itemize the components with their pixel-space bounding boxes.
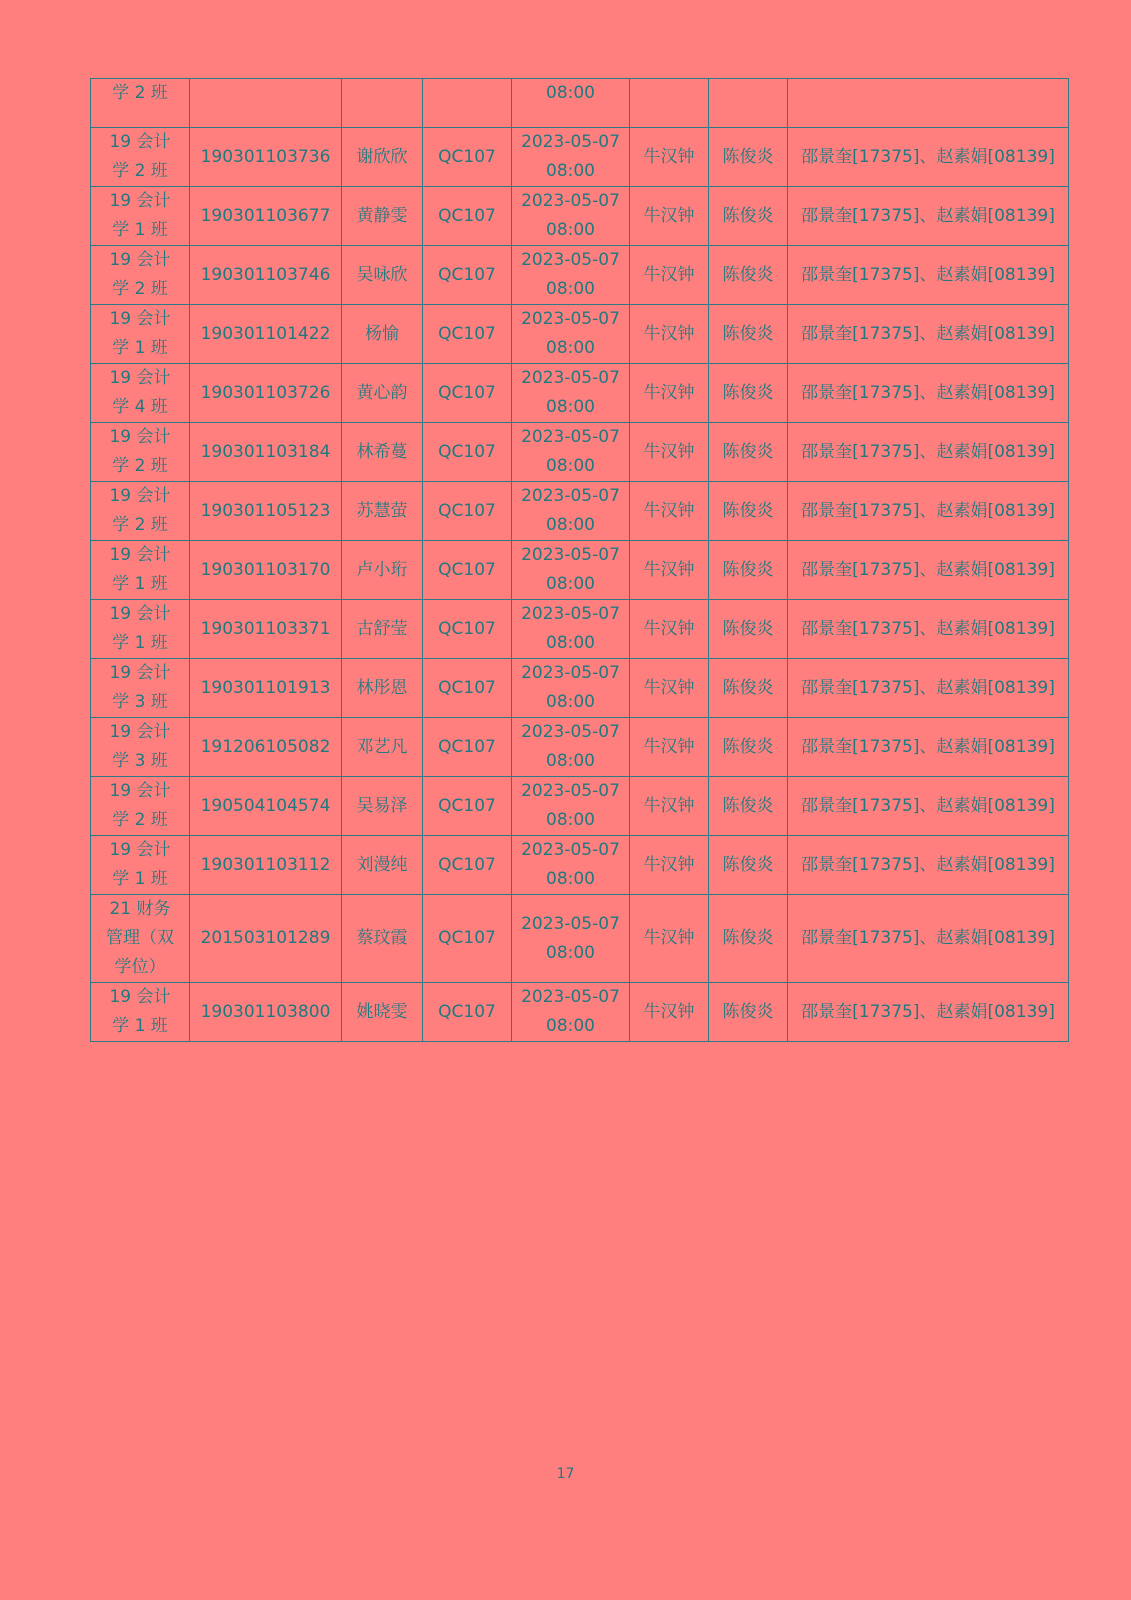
room-cell: QC107	[423, 718, 512, 777]
teacher-cell: 牛汉钟	[630, 983, 709, 1042]
class-line: 学 2 班	[112, 515, 168, 535]
exam-time-cell	[512, 423, 630, 482]
exam-time-text: 08:00	[546, 692, 595, 712]
chief-invigilator-cell	[709, 79, 788, 128]
student-id-cell: 190301103184	[190, 423, 342, 482]
class-cell	[91, 718, 190, 777]
class-line: 19 会计	[109, 722, 171, 742]
table-row	[91, 305, 1069, 364]
class-line: 学 4 班	[112, 397, 168, 417]
class-cell	[91, 836, 190, 895]
class-line: 19 会计	[109, 840, 171, 860]
table-row	[91, 836, 1069, 895]
teacher-cell: 牛汉钟	[630, 541, 709, 600]
class-line: 19 会计	[109, 781, 171, 801]
exam-time-cell	[512, 541, 630, 600]
exam-time-text: 08:00	[546, 633, 595, 653]
student-id-cell: 190301101422	[190, 305, 342, 364]
exam-date-text: 2023-05-07	[521, 132, 620, 152]
table-row	[91, 718, 1069, 777]
chief-invigilator-cell: 陈俊炎	[709, 895, 788, 983]
class-line: 19 会计	[109, 427, 171, 447]
class-line: 19 会计	[109, 987, 171, 1007]
invigilators-cell: 邵景奎[17375]、赵素娟[08139]	[788, 600, 1069, 659]
exam-time-text: 08:00	[546, 1016, 595, 1036]
class-line: 21 财务	[109, 899, 171, 919]
exam-time-text: 08:00	[546, 161, 595, 181]
name-cell: 吴咏欣	[342, 246, 423, 305]
room-cell: QC107	[423, 482, 512, 541]
class-line: 学 2 班	[112, 279, 168, 299]
table-row	[91, 659, 1069, 718]
name-cell: 谢欣欣	[342, 128, 423, 187]
class-cell	[91, 423, 190, 482]
chief-invigilator-cell: 陈俊炎	[709, 983, 788, 1042]
teacher-cell: 牛汉钟	[630, 128, 709, 187]
exam-time-text: 08:00	[546, 397, 595, 417]
teacher-cell: 牛汉钟	[630, 659, 709, 718]
class-text: 学 2 班	[112, 83, 168, 103]
teacher-cell	[630, 79, 709, 128]
name-cell: 蔡玟霞	[342, 895, 423, 983]
student-id-cell: 190301103677	[190, 187, 342, 246]
exam-time-text: 08:00	[546, 810, 595, 830]
invigilators-cell: 邵景奎[17375]、赵素娟[08139]	[788, 305, 1069, 364]
chief-invigilator-cell: 陈俊炎	[709, 187, 788, 246]
teacher-cell: 牛汉钟	[630, 718, 709, 777]
teacher-cell: 牛汉钟	[630, 895, 709, 983]
name-cell: 刘漫纯	[342, 836, 423, 895]
chief-invigilator-cell: 陈俊炎	[709, 305, 788, 364]
exam-time-cell	[512, 836, 630, 895]
student-id-cell: 190301103170	[190, 541, 342, 600]
table-row	[91, 187, 1069, 246]
class-cell	[91, 187, 190, 246]
teacher-cell: 牛汉钟	[630, 600, 709, 659]
teacher-cell: 牛汉钟	[630, 777, 709, 836]
page-number: 17	[556, 1466, 575, 1482]
name-cell	[342, 79, 423, 128]
name-cell: 林希蔓	[342, 423, 423, 482]
class-cell	[91, 305, 190, 364]
class-line: 学 1 班	[112, 338, 168, 358]
class-line: 学 1 班	[112, 574, 168, 594]
exam-time-text: 08:00	[546, 338, 595, 358]
student-id-cell: 191206105082	[190, 718, 342, 777]
class-cell	[91, 983, 190, 1042]
room-cell: QC107	[423, 305, 512, 364]
invigilators-cell: 邵景奎[17375]、赵素娟[08139]	[788, 836, 1069, 895]
chief-invigilator-cell: 陈俊炎	[709, 836, 788, 895]
class-line: 学 2 班	[112, 810, 168, 830]
table-row	[91, 541, 1069, 600]
class-line: 19 会计	[109, 191, 171, 211]
table-row	[91, 128, 1069, 187]
class-line: 学位）	[114, 957, 166, 977]
teacher-cell: 牛汉钟	[630, 305, 709, 364]
student-id-cell: 190301103112	[190, 836, 342, 895]
exam-date-text: 2023-05-07	[521, 250, 620, 270]
class-cell	[91, 600, 190, 659]
room-cell: QC107	[423, 983, 512, 1042]
exam-time-text: 08:00	[546, 220, 595, 240]
exam-date-text: 2023-05-07	[521, 545, 620, 565]
room-cell	[423, 79, 512, 128]
exam-time-text: 08:00	[546, 869, 595, 889]
table-row	[91, 983, 1069, 1042]
exam-time-cell	[512, 482, 630, 541]
student-id-cell: 190301105123	[190, 482, 342, 541]
invigilators-cell: 邵景奎[17375]、赵素娟[08139]	[788, 983, 1069, 1042]
class-line: 学 1 班	[112, 1016, 168, 1036]
room-cell: QC107	[423, 777, 512, 836]
room-cell: QC107	[423, 187, 512, 246]
exam-time-cell	[512, 305, 630, 364]
name-cell: 黄心韵	[342, 364, 423, 423]
class-cell	[91, 128, 190, 187]
exam-time-cell	[512, 983, 630, 1042]
class-line: 学 3 班	[112, 692, 168, 712]
class-line: 19 会计	[109, 132, 171, 152]
chief-invigilator-cell: 陈俊炎	[709, 541, 788, 600]
student-id-cell: 190301103736	[190, 128, 342, 187]
room-cell: QC107	[423, 836, 512, 895]
class-cell	[91, 246, 190, 305]
chief-invigilator-cell: 陈俊炎	[709, 423, 788, 482]
exam-date-text: 2023-05-07	[521, 191, 620, 211]
room-cell: QC107	[423, 246, 512, 305]
table-row	[91, 600, 1069, 659]
invigilators-cell: 邵景奎[17375]、赵素娟[08139]	[788, 718, 1069, 777]
teacher-cell: 牛汉钟	[630, 246, 709, 305]
class-line: 19 会计	[109, 486, 171, 506]
exam-date-text: 2023-05-07	[521, 486, 620, 506]
class-cell	[91, 659, 190, 718]
class-cell	[91, 364, 190, 423]
exam-date-text: 2023-05-07	[521, 663, 620, 683]
invigilators-cell: 邵景奎[17375]、赵素娟[08139]	[788, 777, 1069, 836]
name-cell: 邓艺凡	[342, 718, 423, 777]
chief-invigilator-cell: 陈俊炎	[709, 600, 788, 659]
teacher-cell: 牛汉钟	[630, 836, 709, 895]
name-cell: 苏慧萤	[342, 482, 423, 541]
room-cell: QC107	[423, 423, 512, 482]
class-cell	[91, 777, 190, 836]
exam-time-text: 08:00	[546, 942, 595, 963]
table-row	[91, 364, 1069, 423]
exam-time-text: 08:00	[546, 83, 595, 103]
exam-time-text: 08:00	[546, 515, 595, 535]
class-line: 学 1 班	[112, 220, 168, 240]
room-cell: QC107	[423, 128, 512, 187]
invigilators-cell: 邵景奎[17375]、赵素娟[08139]	[788, 482, 1069, 541]
chief-invigilator-cell: 陈俊炎	[709, 128, 788, 187]
exam-time-cell	[512, 777, 630, 836]
teacher-cell: 牛汉钟	[630, 482, 709, 541]
invigilators-cell: 邵景奎[17375]、赵素娟[08139]	[788, 246, 1069, 305]
class-line: 19 会计	[109, 309, 171, 329]
teacher-cell: 牛汉钟	[630, 187, 709, 246]
student-id-cell: 190301103800	[190, 983, 342, 1042]
exam-date-text: 2023-05-07	[521, 309, 620, 329]
invigilators-cell: 邵景奎[17375]、赵素娟[08139]	[788, 659, 1069, 718]
name-cell: 吴易泽	[342, 777, 423, 836]
name-cell: 卢小珩	[342, 541, 423, 600]
room-cell: QC107	[423, 600, 512, 659]
invigilators-cell: 邵景奎[17375]、赵素娟[08139]	[788, 423, 1069, 482]
exam-roster-table	[90, 78, 1069, 1042]
chief-invigilator-cell: 陈俊炎	[709, 718, 788, 777]
class-line: 学 3 班	[112, 751, 168, 771]
table-row	[91, 895, 1069, 983]
class-line: 学 1 班	[112, 869, 168, 889]
room-cell: QC107	[423, 364, 512, 423]
student-id-cell	[190, 79, 342, 128]
exam-time-cell	[512, 364, 630, 423]
student-id-cell: 190504104574	[190, 777, 342, 836]
exam-time-cell	[512, 718, 630, 777]
room-cell: QC107	[423, 659, 512, 718]
exam-time-cell	[512, 600, 630, 659]
invigilators-cell: 邵景奎[17375]、赵素娟[08139]	[788, 541, 1069, 600]
chief-invigilator-cell: 陈俊炎	[709, 246, 788, 305]
name-cell: 古舒莹	[342, 600, 423, 659]
table-row	[91, 777, 1069, 836]
exam-date-text: 2023-05-07	[521, 913, 620, 934]
class-line: 19 会计	[109, 250, 171, 270]
class-cell	[91, 895, 190, 983]
class-line: 学 1 班	[112, 633, 168, 653]
table-row	[91, 482, 1069, 541]
student-id-cell: 190301103371	[190, 600, 342, 659]
chief-invigilator-cell: 陈俊炎	[709, 659, 788, 718]
teacher-cell: 牛汉钟	[630, 364, 709, 423]
student-id-cell: 190301101913	[190, 659, 342, 718]
exam-time-cell	[512, 187, 630, 246]
name-cell: 黄静雯	[342, 187, 423, 246]
table-row	[91, 246, 1069, 305]
table-row-continued	[91, 79, 1069, 128]
name-cell: 姚晓雯	[342, 983, 423, 1042]
class-cell	[91, 79, 190, 128]
chief-invigilator-cell: 陈俊炎	[709, 364, 788, 423]
teacher-cell: 牛汉钟	[630, 423, 709, 482]
table-row	[91, 423, 1069, 482]
chief-invigilator-cell: 陈俊炎	[709, 777, 788, 836]
invigilators-cell: 邵景奎[17375]、赵素娟[08139]	[788, 128, 1069, 187]
class-line: 学 2 班	[112, 161, 168, 181]
room-cell: QC107	[423, 895, 512, 983]
exam-time-text: 08:00	[546, 574, 595, 594]
exam-date-text: 2023-05-07	[521, 427, 620, 447]
chief-invigilator-cell: 陈俊炎	[709, 482, 788, 541]
exam-time-cell	[512, 895, 630, 983]
exam-date-text: 2023-05-07	[521, 781, 620, 801]
exam-time-text: 08:00	[546, 751, 595, 771]
student-id-cell: 190301103726	[190, 364, 342, 423]
exam-date-text: 2023-05-07	[521, 604, 620, 624]
class-line: 19 会计	[109, 663, 171, 683]
invigilators-cell: 邵景奎[17375]、赵素娟[08139]	[788, 895, 1069, 983]
exam-time-cell	[512, 246, 630, 305]
class-line: 学 2 班	[112, 456, 168, 476]
class-cell	[91, 541, 190, 600]
class-line: 管理（双	[106, 928, 174, 948]
student-id-cell: 201503101289	[190, 895, 342, 983]
class-line: 19 会计	[109, 604, 171, 624]
exam-time-text: 08:00	[546, 279, 595, 299]
exam-time-cell	[512, 79, 630, 128]
exam-time-text: 08:00	[546, 456, 595, 476]
exam-time-cell	[512, 659, 630, 718]
invigilators-cell: 邵景奎[17375]、赵素娟[08139]	[788, 364, 1069, 423]
invigilators-cell: 邵景奎[17375]、赵素娟[08139]	[788, 187, 1069, 246]
exam-date-text: 2023-05-07	[521, 368, 620, 388]
room-cell: QC107	[423, 541, 512, 600]
exam-time-cell	[512, 128, 630, 187]
exam-date-text: 2023-05-07	[521, 840, 620, 860]
class-line: 19 会计	[109, 545, 171, 565]
student-id-cell: 190301103746	[190, 246, 342, 305]
invigilators-cell	[788, 79, 1069, 128]
exam-date-text: 2023-05-07	[521, 722, 620, 742]
name-cell: 林彤恩	[342, 659, 423, 718]
class-line: 19 会计	[109, 368, 171, 388]
class-cell	[91, 482, 190, 541]
name-cell: 杨愉	[342, 305, 423, 364]
exam-date-text: 2023-05-07	[521, 987, 620, 1007]
